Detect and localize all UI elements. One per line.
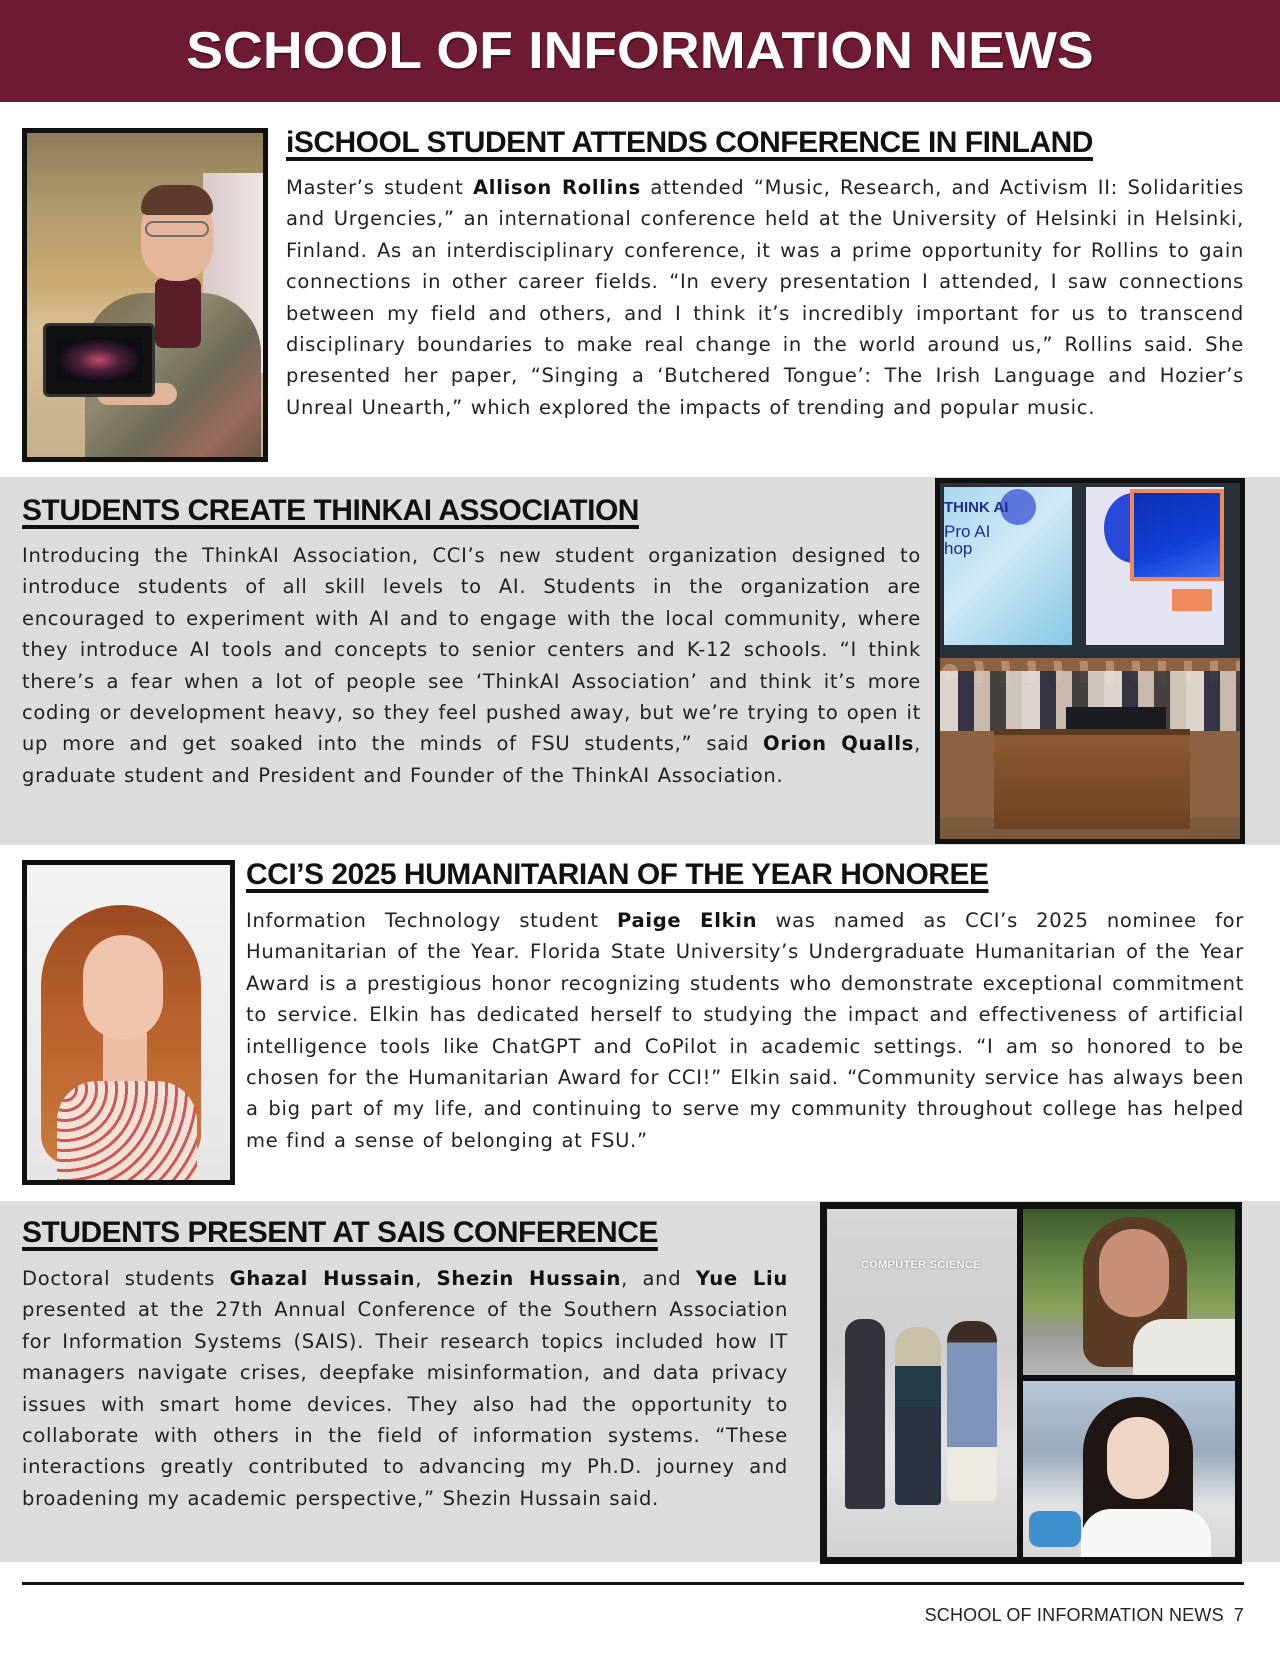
photo-paige-elkin — [22, 860, 235, 1185]
article-body-thinkai: Introducing the ThinkAI Association, CCI’s new student organization designed to introduce students of all skill levels to AI. Students in the organization are encouraged to experiment with AI and to engage with the local community, where they introduce AI tools and concepts to senior centers and K-12 schools. “I think there’s a fear when a lot of people see ‘ThinkAI Association’ and think it’s more coding or development heavy, so they feel pushed away, but we’re trying to open it up more and get soaked into the minds of FSU students,” said Orion Qualls, graduate student and President and Founder of the ThinkAI Association. — [22, 544, 921, 787]
photo-allison-rollins — [22, 128, 268, 462]
slide-title: THINK AI — [944, 499, 1009, 516]
article-body-sais: Doctoral students Ghazal Hussain, Shezin Hussain, and Yue Liu presented at the 27th Annual Conference of the Southern Association for Information Systems (SAIS). Their research topics included how IT managers navigate crises, deepfake misinformation, and data privacy issues with smart home devices. They also had the opportunity to collaborate with others in the field of information systems. “These interactions greatly contributed to advancing my Ph.D. journey and broadening my academic perspective,” Shezin Hussain said. — [22, 1267, 788, 1510]
footer-publication: SCHOOL OF INFORMATION NEWS — [924, 1605, 1224, 1625]
person-name: Paige Elkin — [617, 909, 758, 932]
slide-subtitle: Pro AI hop — [944, 522, 991, 558]
photo-sais-portrait-1 — [1023, 1209, 1235, 1375]
photo-sign-text: COMPUTER SCIENCE — [861, 1259, 981, 1271]
article-body-finland: Master’s student Allison Rollins attended “Music, Research, and Activism II: Solidarities and Urgencies,” an international conference held at the University of Helsinki in Helsinki, Finland. As an interdisciplinary conference, it was a prime opportunity for Rollins to gain connections in other career fields. “In every presentation I attended, I saw connections between my field and others, and I think it’s incredibly important for us to transcend disciplinary boundaries to make real change in the world around us,” Rollins said. She presented her paper, “Singing a ‘Butchered Tongue’: The Irish Language and Hozier’s Unreal Unearth,” which explored the impacts of trending and popular music. — [286, 176, 1245, 419]
person-name: Ghazal Hussain — [229, 1267, 416, 1290]
photo-thinkai-group — [935, 478, 1245, 844]
article-headline-humanitarian: CCI’S 2025 HUMANITARIAN OF THE YEAR HONOREE — [246, 858, 989, 891]
footer-divider — [22, 1582, 1244, 1585]
masthead-title: SCHOOL OF INFORMATION NEWS — [186, 22, 1094, 80]
person-name: Allison Rollins — [473, 176, 641, 199]
page-number: 7 — [1233, 1605, 1244, 1625]
page-footer — [925, 1605, 1244, 1626]
photo-sais-group — [827, 1209, 1017, 1557]
article-body-humanitarian: Information Technology student Paige Elkin was named as CCI’s 2025 nominee for Humanitarian of the Year. Florida State University’s Undergraduate Humanitarian of the Year Award is a prestigious honor recognizing students who demonstrate exceptional commitment to service. Elkin has dedicated herself to studying the impact and effectiveness of artificial intelligence tools like ChatGPT and CoPilot in academic settings. “I am so honored to be chosen for the Humanitarian Award for CCI!” Elkin said. “Community service has always been a big part of my life, and continuing to serve my community throughout college has helped me find a sense of belonging at FSU.” — [246, 909, 1244, 1152]
article-headline-sais: STUDENTS PRESENT AT SAIS CONFERENCE — [22, 1216, 658, 1249]
masthead-banner — [0, 0, 1280, 102]
person-name: Shezin Hussain — [436, 1267, 622, 1290]
person-name: Orion Qualls — [763, 732, 915, 756]
article-headline-finland: iSCHOOL STUDENT ATTENDS CONFERENCE IN FINLAND — [286, 126, 1093, 159]
person-name: Yue Liu — [695, 1267, 788, 1290]
article-headline-thinkai: STUDENTS CREATE THINKAI ASSOCIATION — [22, 494, 639, 527]
photo-sais-portrait-2 — [1023, 1381, 1235, 1557]
